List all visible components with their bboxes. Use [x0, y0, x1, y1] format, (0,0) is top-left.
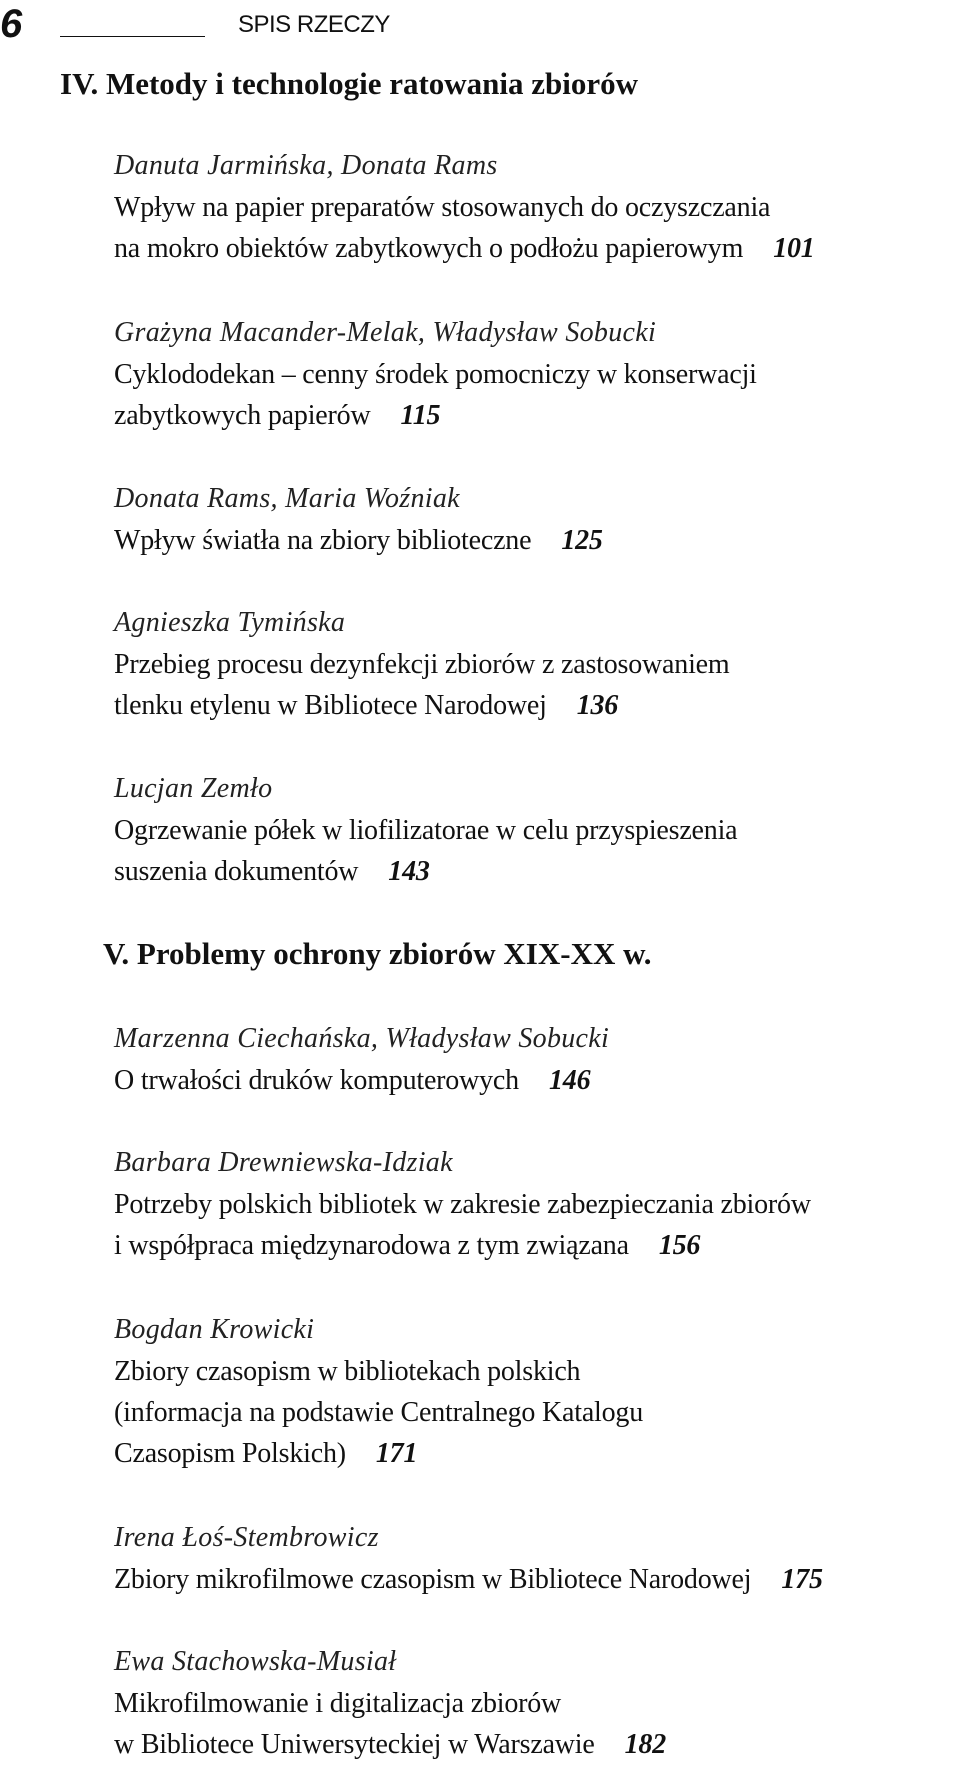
toc-entry[interactable]	[114, 1018, 960, 1101]
entry-author: Bogdan Krowicki	[114, 1314, 315, 1345]
entry-author: Marzenna Ciechańska, Władysław Sobucki	[114, 1023, 610, 1054]
entry-title-line: Cyklododekan – cenny środek pomocniczy w konserwacji	[114, 359, 757, 390]
entry-author: Lucjan Zemło	[114, 773, 273, 804]
entry-title-line: Zbiory czasopism w bibliotekach polskich	[114, 1356, 581, 1387]
entry-title-line: Zbiory mikrofilmowe czasopism w Bibliotece Narodowej 175	[114, 1564, 823, 1595]
entry-page-number: 143	[388, 856, 430, 887]
toc-entry[interactable]	[114, 312, 960, 436]
entry-title-line: w Bibliotece Uniwersyteckiej w Warszawie 182	[114, 1729, 667, 1760]
entry-page-number: 101	[773, 233, 815, 264]
entry-author: Ewa Stachowska-Musiał	[114, 1646, 397, 1677]
entry-author: Irena Łoś-Stembrowicz	[114, 1522, 379, 1553]
entry-title-line: suszenia dokumentów 143	[114, 856, 430, 887]
entry-page-number: 175	[781, 1564, 823, 1595]
entry-page-number: 156	[658, 1230, 701, 1261]
entry-author: Donata Rams, Maria Woźniak	[114, 483, 460, 514]
toc-entry[interactable]	[114, 1517, 960, 1600]
toc-entry[interactable]	[114, 145, 960, 269]
entry-title-line: Przebieg procesu dezynfekcji zbiorów z zastosowaniem	[114, 649, 730, 680]
entry-title-line: Wpływ światła na zbiory biblioteczne 125	[114, 525, 603, 556]
toc-entry[interactable]	[114, 768, 960, 892]
entry-title-line: na mokro obiektów zabytkowych o podłożu papierowym 101	[114, 233, 815, 264]
running-title: SPIS RZECZY	[238, 11, 390, 38]
toc-entry[interactable]	[114, 602, 960, 726]
entry-title-line: i współpraca międzynarodowa z tym związana 156	[114, 1230, 701, 1261]
entry-author: Grażyna Macander-Melak, Władysław Sobucki	[114, 317, 657, 348]
entry-title-line: Potrzeby polskich bibliotek w zakresie zabezpieczania zbiorów	[114, 1189, 811, 1220]
toc-entry[interactable]	[114, 1641, 960, 1765]
entry-author: Agnieszka Tymińska	[114, 607, 346, 638]
entry-title-line: zabytkowych papierów 115	[114, 400, 441, 431]
entry-title-line: tlenku etylenu w Bibliotece Narodowej 136	[114, 690, 619, 721]
entry-title-line: Mikrofilmowanie i digitalizacja zbiorów	[114, 1688, 562, 1719]
section-heading-iv: IV. Metody i technologie ratowania zbiorów	[60, 66, 639, 101]
header-rule	[60, 36, 205, 37]
entry-author: Danuta Jarmińska, Donata Rams	[114, 150, 498, 181]
entry-page-number: 182	[624, 1729, 667, 1760]
entry-title-line: Ogrzewanie półek w liofilizatorae w celu przyspieszenia	[114, 815, 738, 846]
section-heading-v: V. Problemy ochrony zbiorów XIX-XX w.	[103, 936, 652, 971]
toc-entry[interactable]	[114, 1142, 960, 1266]
toc-entry[interactable]	[114, 478, 960, 561]
entry-page-number: 171	[375, 1438, 418, 1469]
entry-page-number: 136	[576, 690, 619, 721]
entry-title-line: Wpływ na papier preparatów stosowanych do oczyszczania	[114, 192, 771, 223]
entry-title-line: Czasopism Polskich) 171	[114, 1438, 418, 1469]
entry-title-line: (informacja na podstawie Centralnego Katalogu	[114, 1397, 644, 1428]
entry-title-line: O trwałości druków komputerowych 146	[114, 1065, 591, 1096]
entry-author: Barbara Drewniewska-Idziak	[114, 1147, 453, 1178]
entry-page-number: 146	[548, 1065, 591, 1096]
entry-page-number: 115	[400, 400, 441, 431]
page-number: 6	[0, 2, 23, 46]
running-head	[0, 0, 960, 60]
entry-page-number: 125	[561, 525, 603, 556]
toc-entry[interactable]	[114, 1309, 960, 1474]
